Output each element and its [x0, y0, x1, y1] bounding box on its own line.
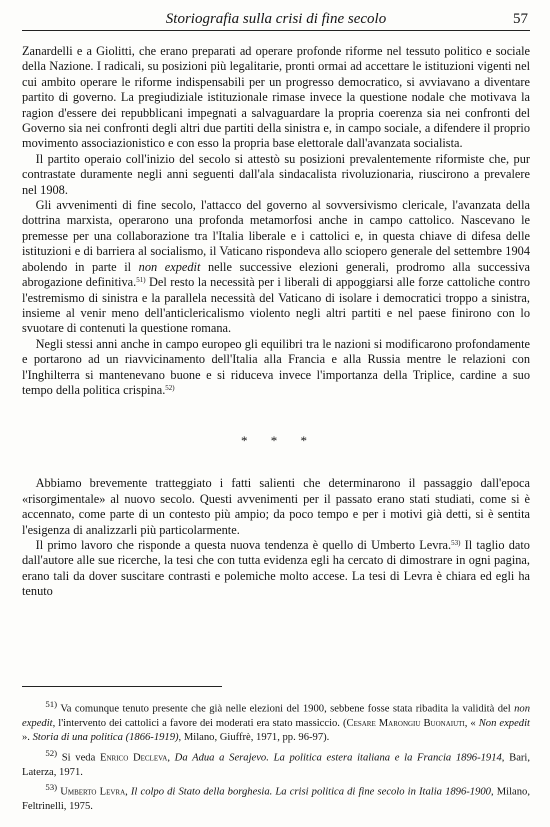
text-run: , «: [464, 717, 479, 729]
italic-text: Il colpo di Stato della borghesia. La crisi politica di fine secolo in Italia 1896-1900: [130, 786, 491, 798]
text-run: Il partito operaio coll'inizio del secolo si attestò su posizioni prevalentemente riformiste che, pur contrastate duramente negli anni seguenti dall'ala sindacalista rivoluzionaria, riuscirono a prevalere nel 1908.: [22, 151, 530, 197]
text-run: ,: [125, 786, 131, 798]
text-run: Il taglio dato dall'autore alle sue ricerche, la tesi che con tutta evidenza egli ha cercato di dimostrare in ogni pagina, erano tali da dover suscitare contrasti e polemiche molto accese. La tesi di Levra è chiara ed egli ha tenuto: [22, 537, 530, 599]
italic-text: Non expedit: [478, 717, 530, 729]
italic-text: non expedit: [22, 703, 530, 729]
paragraph: [22, 538, 530, 600]
footnote-ref: 51): [136, 276, 146, 285]
text-run: , Milano, Feltrinelli, 1975.: [22, 786, 530, 813]
text-run: , Bari, Laterza, 1971.: [22, 752, 531, 778]
text-run: Del resto la necessità per i liberali di appoggiarsi alle forze cattoliche contro l'estremismo di sinistra e la parallela necessità del Vaticano di isolare i democratici troppo a sinistra, insieme al venir meno dell'anticlericalismo violento negli altri partiti e nel paese finirono con lo svuotare di contenuti la questione romana.: [22, 275, 530, 336]
text-run: nelle successive elezioni generali, prodromo alla successiva abrogazione definitiva.: [22, 259, 530, 290]
paragraph: [22, 476, 530, 538]
text-run: ,: [167, 752, 175, 764]
running-title: Storiografia sulla crisi di fine secolo: [165, 11, 387, 27]
text-run: Negli stessi anni anche in campo europeo gli equilibri tra le nazioni si modificarono profondamente e portarono ad un riavvicinamento dell'Italia alla Francia e alla Russia mentre le relazioni con l'Inghilterra si mantenevano buone e si riduceva invece l'importanza della Triplice, cardine a suo tempo della politica crispina.: [22, 336, 530, 397]
italic-text: Storia di una politica (1866-1919): [32, 732, 179, 744]
text-run: Va comunque tenuto presente che già nelle elezioni del 1900, sebbene fosse stata ribadita la validità del: [57, 703, 515, 715]
text-run: Gli avvenimenti di fine secolo, l'attacco del governo al sovversivismo clericale, l'avanzata della dottrina marxista, operarono una profonda metamorfosi anche in campo cattolico. Nascevano le premesse per una collaborazione tra l'Italia liberale e i cattolici e, in questa chiave di difesa delle istituzioni e di barriera al socialismo, il Vaticano rispondeva allo sciopero generale del settembre 1904 abolendo in parte il: [22, 198, 530, 274]
main-text: [22, 44, 530, 600]
text-run: ».: [22, 732, 33, 744]
footnote-ref: 53): [45, 782, 58, 793]
author-name: Cesare Marongiu Buonaiuti: [346, 717, 465, 729]
text-run: Si veda: [57, 752, 101, 764]
footnote-rule: [22, 686, 222, 687]
paragraph: [22, 152, 530, 198]
text-run: , l'intervento dei cattolici a favore dei moderati era stato massiccio. (: [52, 717, 347, 729]
running-header: [22, 8, 530, 31]
footnote-ref: 51): [45, 699, 58, 709]
page-number: 57: [513, 11, 528, 27]
author-name: Enrico Decleva: [100, 752, 168, 764]
text-run: Il primo lavoro che risponde a questa nuova tendenza è quello di Umberto Levra.: [35, 537, 452, 552]
paragraph: [22, 198, 530, 337]
footnote-ref: 52): [165, 383, 175, 392]
footnote-ref: 52): [45, 747, 58, 758]
footnotes: [22, 697, 530, 814]
footnote: [22, 697, 530, 746]
section-separator: * * *: [241, 433, 317, 449]
italic-text: Da Adua a Serajevo. La politica estera italiana e la Francia 1896-1914: [174, 752, 502, 764]
italic-text: non expedit: [138, 259, 201, 274]
text-run: Zanardelli e a Giolitti, che erano preparati ad operare profonde riforme nel tessuto politico e sociale della Nazione. I radicali, su posizioni più legalitarie, pronti ormai ad accettare le istituzioni vigenti nel cui ambito operare le riforme indispensabili per un progresso democratico, si avviavano a diventare partito di governo. La pregiudiziale istituzionale rimase invece la questione nodale che motivava la ragion d'essere dei repubblicani impegnati a salvaguardare la propria coerenza sia nei confronti del Governo sia nei confronti degli altri due partiti della sinistra e, in campo sociale, a difendere il proprio movimento associazionistico e con esso la propria base elettorale dall'avanzata socialista.: [22, 44, 530, 151]
author-name: Umberto Levra: [60, 786, 126, 798]
footnote-ref: 53): [451, 538, 461, 547]
footnote: [22, 780, 530, 814]
paragraph: [22, 44, 530, 152]
text-run: , Milano, Giuffrè, 1971, pp. 96-97).: [178, 732, 330, 744]
text-run: Abbiamo brevemente tratteggiato i fatti salienti che determinarono il passaggio dall'epoca «risorgimentale» al nuovo secolo. Questi avvenimenti per il passato erano stati studiati, come si è accennato, come parte di un contesto più ampio; da poco tempo e per i motivi già detti, si è sentita l'esigenza di analizzarli più particolarmente.: [22, 476, 530, 537]
paragraph: [22, 337, 530, 399]
footnote: [22, 746, 530, 780]
